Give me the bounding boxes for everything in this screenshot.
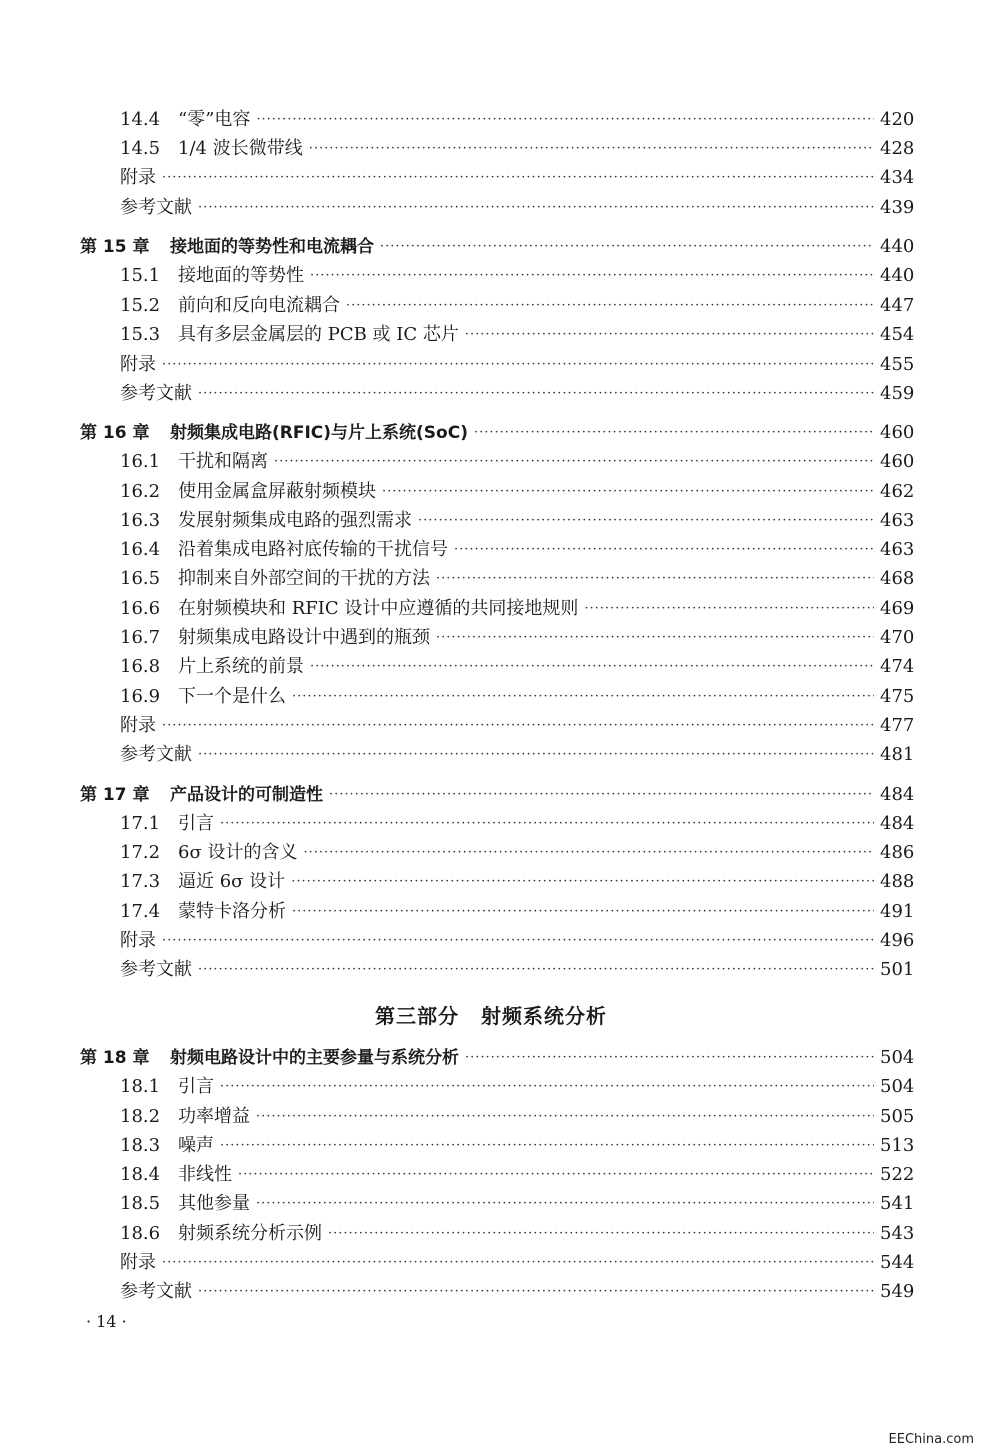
toc-entry-row [120, 867, 914, 897]
dot-leader [162, 926, 874, 956]
dot-leader [256, 1189, 874, 1219]
dot-leader [198, 740, 874, 770]
toc-entry-row [120, 1102, 914, 1132]
dot-leader [436, 623, 874, 653]
dot-leader [292, 897, 874, 927]
dot-leader [162, 1248, 874, 1278]
toc-number: 第 17 章 [80, 785, 150, 805]
toc-page-number: 484 [880, 813, 915, 834]
toc-title: 逼近 6σ 设计 [178, 871, 286, 892]
toc-page-number: 481 [880, 744, 915, 765]
toc-number: 17.3 [120, 871, 161, 892]
toc-page-number: 504 [880, 1047, 915, 1068]
toc-page-number: 439 [880, 197, 915, 218]
toc-page-number: 420 [880, 109, 915, 130]
toc-title: 蒙特卡洛分析 [178, 901, 286, 922]
toc-page-number: 447 [880, 295, 915, 316]
toc-title: 附录 [120, 167, 156, 188]
toc-title: 具有多层金属层的 PCB 或 IC 芯片 [178, 324, 459, 345]
toc-page-number: 549 [880, 1281, 915, 1302]
toc-title: 附录 [120, 930, 156, 951]
dot-leader [198, 193, 874, 223]
toc-page-number: 470 [880, 627, 915, 648]
dot-leader [198, 1277, 874, 1307]
toc-title: 噪声 [178, 1135, 214, 1156]
toc-number: 17.2 [120, 842, 161, 863]
toc-title: 片上系统的前景 [178, 656, 304, 677]
toc-entry-row [120, 1248, 914, 1278]
toc-entry-row [120, 955, 914, 985]
toc-number: 18.2 [120, 1106, 161, 1127]
dot-leader [465, 1043, 874, 1073]
toc-page-number: 468 [880, 568, 915, 589]
toc-entry-row [120, 379, 914, 409]
toc-number: 16.5 [120, 568, 161, 589]
toc-title: 参考文献 [120, 383, 192, 404]
toc-page-number: 469 [880, 598, 915, 619]
dot-leader [329, 780, 874, 810]
dot-leader [220, 1131, 874, 1161]
dot-leader [465, 320, 874, 350]
toc-page-number: 513 [880, 1135, 915, 1156]
page-number: · 14 · [86, 1312, 127, 1331]
toc-entry-row [120, 1131, 914, 1161]
toc-entry-row [120, 134, 914, 164]
toc-entry-row [120, 350, 914, 380]
dot-leader [346, 291, 874, 321]
toc-number: 16.7 [120, 627, 161, 648]
toc-page-number: 460 [880, 422, 915, 443]
toc-page-number: 440 [880, 236, 915, 257]
dot-leader [309, 134, 874, 164]
toc-entry-row [120, 838, 914, 868]
dot-leader [198, 955, 874, 985]
toc-title: 产品设计的可制造性 [170, 785, 323, 805]
toc-title: 射频集成电路设计中遇到的瓶颈 [178, 627, 430, 648]
toc-entry-row [120, 926, 914, 956]
toc-entry-row [120, 1072, 914, 1102]
dot-leader [584, 594, 874, 624]
toc-page-number: 428 [880, 138, 915, 159]
toc-entry-row [120, 1277, 914, 1307]
dot-leader [292, 682, 874, 712]
toc-entry-row [120, 1160, 914, 1190]
toc-entry-row [120, 897, 914, 927]
toc-title: 功率增益 [178, 1106, 250, 1127]
toc-page-number: 454 [880, 324, 915, 345]
toc-entry-row [120, 506, 914, 536]
toc-page-number: 462 [880, 481, 915, 502]
dot-leader [310, 652, 874, 682]
dot-leader [303, 838, 874, 868]
toc-number: 16.1 [120, 451, 161, 472]
toc-number: 16.6 [120, 598, 161, 619]
toc-entry-row [120, 564, 914, 594]
toc-number: 16.2 [120, 481, 161, 502]
dot-leader [380, 232, 874, 262]
toc-number: 第 18 章 [80, 1048, 150, 1068]
toc-entry-row [120, 163, 914, 193]
toc-chapter-row [80, 232, 914, 262]
toc-title: 参考文献 [120, 744, 192, 765]
dot-leader [220, 1072, 874, 1102]
toc-page-number: 504 [880, 1076, 915, 1097]
toc-title: 附录 [120, 715, 156, 736]
toc-title: 干扰和隔离 [178, 451, 268, 472]
toc-page-number: 543 [880, 1223, 915, 1244]
toc-entry-row [120, 320, 914, 350]
toc-number: 18.4 [120, 1164, 161, 1185]
toc-number: 16.8 [120, 656, 161, 677]
dot-leader [256, 105, 874, 135]
toc-number: 16.9 [120, 686, 161, 707]
toc-title: 射频集成电路(RFIC)与片上系统(SoC) [170, 423, 468, 443]
toc-page-number: 501 [880, 959, 915, 980]
toc-title: 非线性 [178, 1164, 232, 1185]
dot-leader [198, 379, 874, 409]
toc-chapter-row [80, 418, 914, 448]
toc-entry-row [120, 809, 914, 839]
toc-number: 18.3 [120, 1135, 161, 1156]
toc-entry-row [120, 535, 914, 565]
dot-leader [162, 711, 874, 741]
toc-entry-row [120, 682, 914, 712]
toc-entry-row [120, 447, 914, 477]
toc-page-number: 496 [880, 930, 915, 951]
dot-leader [291, 867, 874, 897]
toc-title: 发展射频集成电路的强烈需求 [178, 510, 412, 531]
toc-title: 抑制来自外部空间的干扰的方法 [178, 568, 430, 589]
toc-title: 引言 [178, 813, 214, 834]
dot-leader [256, 1102, 874, 1132]
toc-number: 17.4 [120, 901, 161, 922]
toc-title: 附录 [120, 1252, 156, 1273]
toc-page-number: 459 [880, 383, 915, 404]
toc-page-number: 455 [880, 354, 915, 375]
part-heading: 第三部分 射频系统分析 [375, 1004, 607, 1028]
toc-title: 接地面的等势性 [178, 265, 304, 286]
dot-leader [310, 261, 874, 291]
toc-title: 引言 [178, 1076, 214, 1097]
toc-page-number: 522 [880, 1164, 915, 1185]
toc-page-number: 544 [880, 1252, 915, 1273]
toc-title: 射频系统分析示例 [178, 1223, 322, 1244]
toc-number: 15.3 [120, 324, 161, 345]
toc-title: 下一个是什么 [178, 686, 286, 707]
toc-title: 参考文献 [120, 197, 192, 218]
toc-number: 14.4 [120, 109, 161, 130]
dot-leader [238, 1160, 874, 1190]
toc-entry-row [120, 291, 914, 321]
toc-page-number: 486 [880, 842, 915, 863]
toc-title: 前向和反向电流耦合 [178, 295, 340, 316]
toc-entry-row [120, 477, 914, 507]
toc-number: 第 15 章 [80, 237, 150, 257]
toc-page-number: 475 [880, 686, 915, 707]
toc-page-number: 434 [880, 167, 915, 188]
toc-page-number: 463 [880, 539, 915, 560]
toc-page-number: 491 [880, 901, 915, 922]
toc-title: 使用金属盒屏蔽射频模块 [178, 481, 376, 502]
toc-page-number: 505 [880, 1106, 915, 1127]
toc-number: 18.6 [120, 1223, 161, 1244]
toc-title: 附录 [120, 354, 156, 375]
toc-number: 18.1 [120, 1076, 161, 1097]
toc-page-number: 541 [880, 1193, 915, 1214]
toc-page-number: 463 [880, 510, 915, 531]
toc-chapter-row [80, 1043, 914, 1073]
toc-title: 1/4 波长微带线 [178, 138, 303, 159]
dot-leader [328, 1219, 874, 1249]
toc-title: 在射频模块和 RFIC 设计中应遵循的共同接地规则 [178, 598, 579, 619]
toc-number: 16.4 [120, 539, 161, 560]
toc-number: 14.5 [120, 138, 161, 159]
toc-entry-row [120, 594, 914, 624]
toc-number: 16.3 [120, 510, 161, 531]
toc-number: 17.1 [120, 813, 161, 834]
dot-leader [274, 447, 874, 477]
toc-number: 15.2 [120, 295, 161, 316]
toc-entry-row [120, 193, 914, 223]
toc-entry-row [120, 1219, 914, 1249]
toc-entry-row [120, 652, 914, 682]
toc-page-number: 488 [880, 871, 915, 892]
toc-entry-row [120, 623, 914, 653]
toc-entry-row [120, 261, 914, 291]
toc-title: “零”电容 [178, 109, 251, 130]
toc-number: 第 16 章 [80, 423, 150, 443]
toc-page-number: 460 [880, 451, 915, 472]
watermark: EEChina.com [888, 1432, 974, 1447]
dot-leader [418, 506, 874, 536]
dot-leader [162, 350, 874, 380]
toc-entry-row [120, 1189, 914, 1219]
toc-entry-row [120, 105, 914, 135]
dot-leader [382, 477, 874, 507]
toc-page-number: 477 [880, 715, 915, 736]
toc-title: 射频电路设计中的主要参量与系统分析 [170, 1048, 459, 1068]
toc-title: 其他参量 [178, 1193, 250, 1214]
toc-title: 沿着集成电路衬底传输的干扰信号 [178, 539, 448, 560]
toc-entry-row [120, 711, 914, 741]
dot-leader [474, 418, 874, 448]
toc-title: 参考文献 [120, 1281, 192, 1302]
dot-leader [220, 809, 874, 839]
toc-title: 参考文献 [120, 959, 192, 980]
toc-entry-row [120, 740, 914, 770]
dot-leader [162, 163, 874, 193]
toc-chapter-row [80, 780, 914, 810]
toc-page-number: 484 [880, 784, 915, 805]
toc-title: 接地面的等势性和电流耦合 [170, 237, 374, 257]
dot-leader [436, 564, 874, 594]
toc-number: 18.5 [120, 1193, 161, 1214]
dot-leader [454, 535, 874, 565]
toc-page-number: 474 [880, 656, 915, 677]
toc-title: 6σ 设计的含义 [178, 842, 298, 863]
toc-page-number: 440 [880, 265, 915, 286]
toc-number: 15.1 [120, 265, 161, 286]
